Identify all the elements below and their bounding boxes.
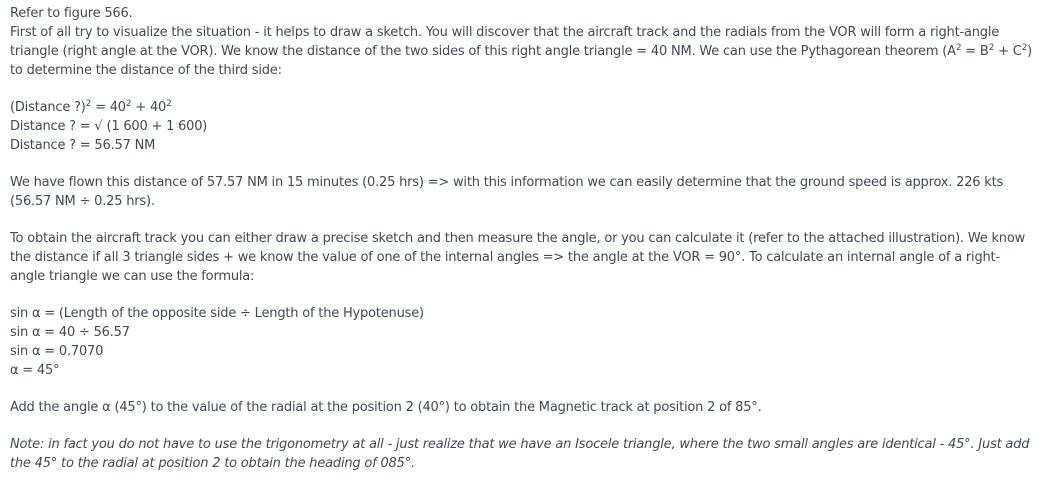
intro-paragraph [10,23,1034,80]
figure-reference: Refer to figure 566. [10,6,133,21]
superscript: 2 [125,99,132,109]
distance-calculation [10,98,1034,155]
track-paragraph: To obtain the aircraft track you can either draw a precise sketch and then measure the angle, or you can calculate it (refer to the attached illustration). We know the distance if all 3 triangle sides + we know the value of one of the internal angles => the angle at the VOR = 90°. To calculate an internal angle of a right-angle triangle we can use the formula: [10,231,1026,284]
calc-line: sin α = (Length of the opposite side ÷ Length of the Hypotenuse) [10,306,424,321]
note-paragraph: Note: in fact you do not have to use the trigonometry at all - just realize that we have an Isocele triangle, where the two small angles are identical - 45°. Just add the 45° to the radial at position 2 to obtain the heading of 085°. [10,437,1030,471]
intro-text-end: ) to determine the distance of the third side: [10,44,1033,78]
superscript: 2 [988,43,995,53]
intro-text-c: + C [994,44,1022,59]
calc-line: sin α = 0.7070 [10,344,104,359]
track-section [10,229,1034,286]
result-section [10,398,1034,417]
superscript: 2 [1021,43,1028,53]
superscript: 2 [85,99,92,109]
calc-line: sin α = 40 ÷ 56.57 [10,325,130,340]
calc-text: = 40 [91,100,126,115]
calc-text: + 40 [131,100,167,115]
result-paragraph: Add the angle α (45°) to the value of the radial at the position 2 (40°) to obtain the Magnetic track at position 2 of 85°. [10,400,762,415]
calc-line: Distance ? = √ (1 600 + 1 600) [10,119,208,134]
ground-speed-section [10,173,1034,211]
intro-text-a: First of all try to visualize the situation - it helps to draw a sketch. You will discover that the aircraft track and the radials from the VOR will form a right-angle triangle (right angle at the VOR). We know the distance of the two sides of this right angle triangle = 40 NM. We can use the Pythagorean theorem (A [10,25,1000,59]
superscript: 2 [955,43,962,53]
angle-calculation [10,304,1034,380]
intro-section [10,4,1034,80]
calc-line [10,98,1034,117]
calc-line: α = 45° [10,363,60,378]
calc-text: (Distance ?) [10,100,86,115]
superscript: 2 [166,99,172,109]
note-section [10,435,1034,473]
intro-text-b: = B [961,44,989,59]
ground-speed-paragraph: We have flown this distance of 57.57 NM in 15 minutes (0.25 hrs) => with this information we can easily determine that the ground speed is approx. 226 kts (56.57 NM ÷ 0.25 hrs). [10,175,1004,209]
calc-line: Distance ? = 56.57 NM [10,138,156,153]
explanation-text [10,4,1034,491]
